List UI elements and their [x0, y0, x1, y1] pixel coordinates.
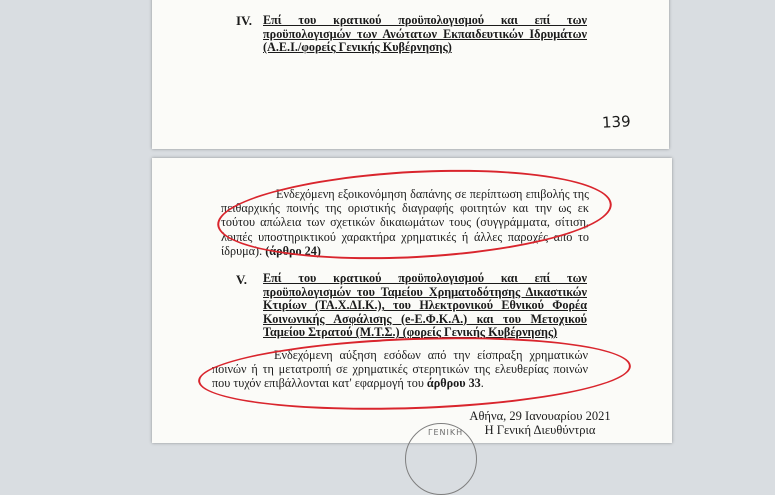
official-stamp: [405, 423, 477, 495]
handwritten-page-number: 139: [601, 112, 632, 132]
stamp-text: ΓΕΝΙΚΗ: [428, 428, 464, 437]
article-24-reference: (άρθρο 24): [265, 243, 321, 258]
paragraph-article-33-text: Ενδεχόμενη αύξηση εσόδων από την είσπραξη χρηματικών ποινών ή τη μετατροπή σε χρηματικές στερητικών της ελευθερίας ποινών που τυχόν επιβάλλονται κατ' εφαρμογή του: [212, 348, 588, 391]
date-line: Αθήνα, 29 Ιανουαρίου 2021: [469, 409, 611, 423]
article-33-reference: άρθρου 33: [426, 376, 481, 391]
signatory-title: Η Γενική Διευθύντρια: [484, 423, 596, 437]
section-number-iv: IV.: [236, 13, 253, 28]
section-v-heading: Επί του κρατικού προϋπολογισμού και επί των προϋπολογισμών του Ταμείου Χρηματοδότησης Δικαστικών Κτιρίων (ΤΑ.Χ.ΔΙ.Κ.), του Ηλεκτρονικού Εθνικού Φορέα Κοινωνικής Ασφάλισης (e-Ε.Φ.Κ.Α.) και του Μετοχικού Ταμείου Στρατού (Μ.Τ.Σ.) (φορείς Γενικής Κυβέρνησης): [263, 271, 587, 340]
paragraph-article-33-end: .: [480, 376, 484, 391]
section-number-v: V.: [236, 272, 247, 287]
section-iv-heading: Επί του κρατικού προϋπολογισμού και επί των προϋπολογισμών των Ανώτατων Εκπαιδευτικών Ιδρυμάτων (Α.Ε.Ι./φορείς Γενικής Κυβέρνησης): [263, 13, 587, 55]
signature-block: [455, 409, 625, 437]
paragraph-article-24-text: Ενδεχόμενη εξοικονόμηση δαπάνης σε περίπτωση επιβολής της πειθαρχικής ποινής της οριστικής διαγραφής φοιτητών και την ως εκ τούτου απώλεια των σχετικών δικαιωμάτων τους (συγγράμματα, σίτιση, λοιπές υποστηρικτικού χαρακτήρα χρηματικές ή άλλες παροχές από το ίδρυμα).: [221, 187, 589, 258]
